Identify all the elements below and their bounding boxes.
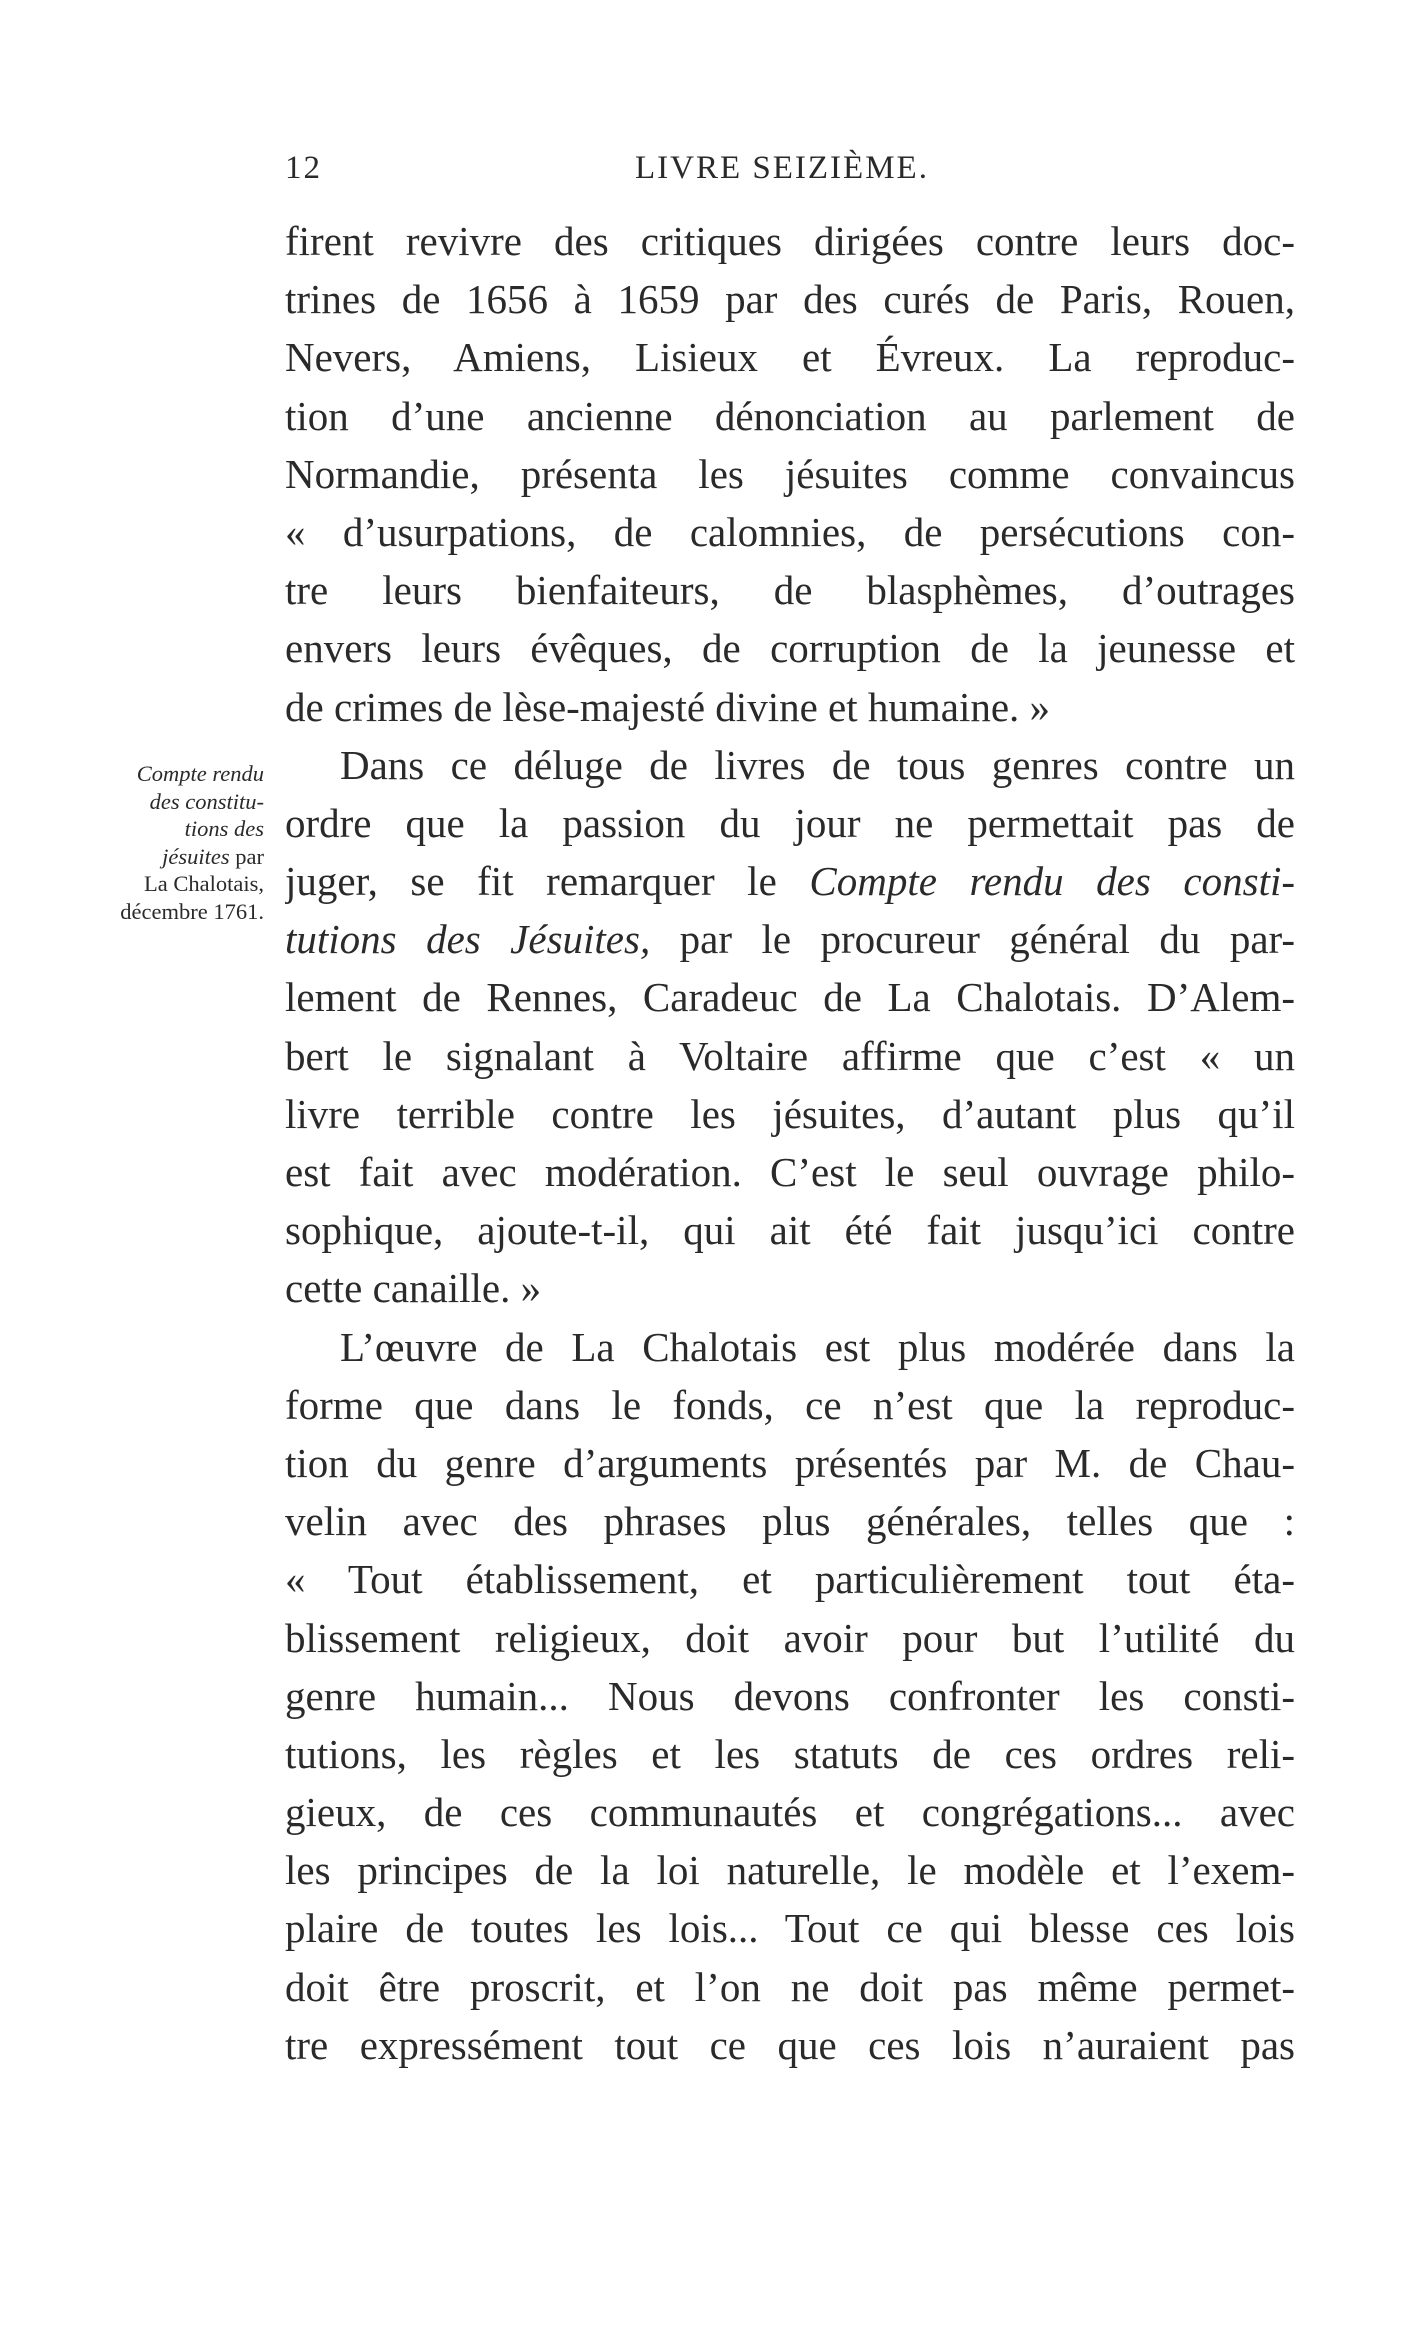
text-line: tion d’une ancienne dénonciation au parlement de xyxy=(285,392,1295,439)
text-line: sophique, ajoute-t-il, qui ait été fait jusqu’ici contre xyxy=(285,1207,1295,1254)
text-line: trines de 1656 à 1659 par des curés de Paris, Rouen, xyxy=(285,276,1295,323)
margin-note-line: Compte rendu xyxy=(136,761,264,786)
text-line: gieux, de ces communautés et congrégations... avec xyxy=(285,1789,1295,1836)
text-line: plaire de toutes les lois... Tout ce qui blesse ces lois xyxy=(285,1905,1295,1952)
body-text xyxy=(285,212,1295,2074)
text-line: « d’usurpations, de calomnies, de persécutions con- xyxy=(285,508,1295,555)
text-line: tre leurs bienfaiteurs, de blasphèmes, d’outrages xyxy=(285,567,1295,614)
text-line: L’œuvre de La Chalotais est plus modérée dans la xyxy=(340,1323,1295,1370)
page-number: 12 xyxy=(285,150,322,186)
text-line: tion du genre d’arguments présentés par M. de Chau- xyxy=(285,1439,1295,1486)
text-line: velin avec des phrases plus générales, telles que : xyxy=(285,1498,1295,1545)
text-line: doit être proscrit, et l’on ne doit pas même permet- xyxy=(285,1963,1295,2010)
text-line: « Tout établissement, et particulièrement tout éta- xyxy=(285,1556,1295,1603)
text-line: juger, se fit remarquer le Compte rendu des consti- xyxy=(285,858,1295,905)
paragraph xyxy=(285,212,1295,736)
text-line: tutions, les règles et les statuts de ces ordres reli- xyxy=(285,1730,1295,1777)
text-line: cette canaille. » xyxy=(285,1265,542,1312)
book-title: tutions des Jésuites, xyxy=(285,916,651,963)
text-line: les principes de la loi naturelle, le modèle et l’exem- xyxy=(285,1847,1295,1894)
text-line: Dans ce déluge de livres de tous genres contre un xyxy=(340,741,1295,788)
text-line: Nevers, Amiens, Lisieux et Évreux. La reproduc- xyxy=(285,334,1295,381)
text-line: firent revivre des critiques dirigées contre leurs doc- xyxy=(285,218,1295,264)
text-line: forme que dans le fonds, ce n’est que la reproduc- xyxy=(285,1381,1295,1428)
text-line: livre terrible contre les jésuites, d’autant plus qu’il xyxy=(285,1090,1295,1137)
margin-note-line: tions des xyxy=(184,816,264,841)
running-title: LIVRE SEIZIÈME. xyxy=(635,150,929,186)
margin-note-line: des constitu- xyxy=(149,788,264,814)
text-line: envers leurs évêques, de corruption de la jeunesse et xyxy=(285,625,1295,672)
page-header xyxy=(285,150,1295,200)
text-line: ordre que la passion du jour ne permettait pas de xyxy=(285,799,1295,846)
margin-note-line: La Chalotais, xyxy=(144,871,264,896)
text-line: de crimes de lèse-majesté divine et humaine. » xyxy=(285,683,1051,730)
text-line: tutions des Jésuites, par le procureur général du par- xyxy=(285,916,1295,963)
book-title: Compte rendu des consti- xyxy=(809,858,1295,905)
text-line: genre humain... Nous devons confronter les consti- xyxy=(285,1672,1295,1719)
text-line: blissement religieux, doit avoir pour but l’utilité du xyxy=(285,1614,1295,1661)
paragraph xyxy=(285,1318,1295,2074)
text-line: tre expressément tout ce que ces lois n’auraient pas xyxy=(285,2021,1295,2068)
paragraph xyxy=(285,736,1295,1318)
text-line: est fait avec modération. C’est le seul ouvrage philo- xyxy=(285,1149,1295,1195)
text-line: Normandie, présenta les jésuites comme convaincus xyxy=(285,450,1295,497)
margin-note xyxy=(52,760,264,925)
margin-note-line: décembre 1761. xyxy=(120,898,264,924)
margin-note-line: jésuites par xyxy=(162,843,264,869)
text-line: bert le signalant à Voltaire affirme que c’est « un xyxy=(285,1032,1295,1079)
text-line: lement de Rennes, Caradeuc de La Chalotais. D’Alem- xyxy=(285,974,1295,1021)
